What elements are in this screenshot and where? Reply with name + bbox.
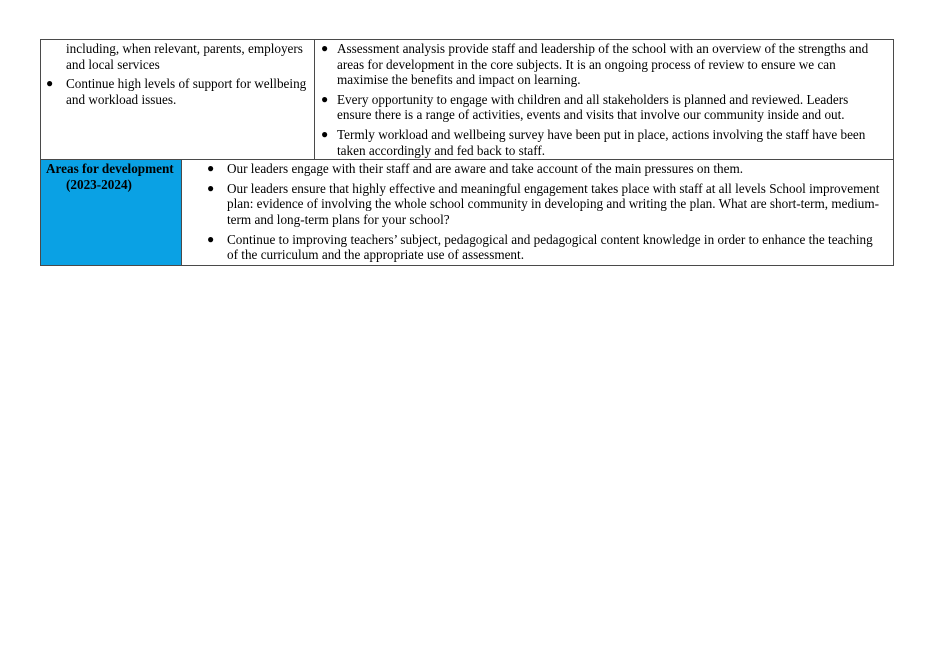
label-year: (2023-2024) bbox=[66, 176, 132, 192]
strengths-cell-right bbox=[315, 40, 894, 160]
list-item-text: Continue to improving teachers’ subject, pedagogical and pedagogical content knowledge in order to enhance the teaching of the curriculum and the appropriate use of assessment. bbox=[227, 231, 873, 263]
bullet-icon: ● bbox=[207, 180, 215, 195]
areas-for-development-content-cell bbox=[182, 160, 894, 266]
list-item bbox=[41, 76, 310, 107]
bullet-icon: ● bbox=[207, 231, 215, 246]
table-row bbox=[41, 40, 894, 160]
list-item bbox=[315, 92, 885, 123]
list-item-text: Our leaders engage with their staff and are aware and take account of the main pressures on them. bbox=[227, 161, 744, 177]
list-item bbox=[315, 41, 885, 88]
continued-text: including, when relevant, parents, employers and local services bbox=[66, 41, 303, 72]
school-review-table bbox=[40, 39, 894, 266]
list-item bbox=[182, 161, 885, 177]
list-item bbox=[182, 181, 885, 228]
bullet-list bbox=[41, 76, 310, 107]
bullet-icon: ● bbox=[321, 41, 329, 55]
bullet-list bbox=[315, 41, 885, 158]
list-item-text: Assessment analysis provide staff and leadership of the school with an overview of the strengths and areas for development in the core subjects. It is an ongoing process of review to ensure we can maximise the benefits and impact on learning. bbox=[337, 41, 869, 88]
bullet-icon: ● bbox=[207, 161, 215, 176]
label-title: Areas for development bbox=[46, 161, 174, 177]
list-item bbox=[182, 232, 885, 263]
list-item bbox=[315, 127, 885, 158]
bullet-icon: ● bbox=[321, 91, 329, 106]
list-item-text: Termly workload and wellbeing survey have been put in place, actions involving the staff have been taken accordingly and fed back to staff. bbox=[337, 126, 866, 158]
bullet-icon: ● bbox=[321, 126, 329, 141]
areas-for-development-label-cell bbox=[41, 160, 182, 266]
list-item-text: Our leaders ensure that highly effective and meaningful engagement takes place with staff at all levels School improvement plan: evidence of involving the whole school community in developing and writing the plan. What are short-term, medium-term and long-term plans for your school? bbox=[227, 180, 880, 227]
strengths-cell-left bbox=[41, 40, 315, 160]
list-item-text: Continue high levels of support for wellbeing and workload issues. bbox=[66, 76, 307, 107]
list-item-text: Every opportunity to engage with children and all stakeholders is planned and reviewed. Leaders ensure there is a range of activities, events and visits that involve our community inside and out. bbox=[337, 91, 849, 123]
bullet-icon: ● bbox=[46, 76, 54, 91]
bullet-list bbox=[182, 161, 885, 263]
table-row bbox=[41, 160, 894, 266]
